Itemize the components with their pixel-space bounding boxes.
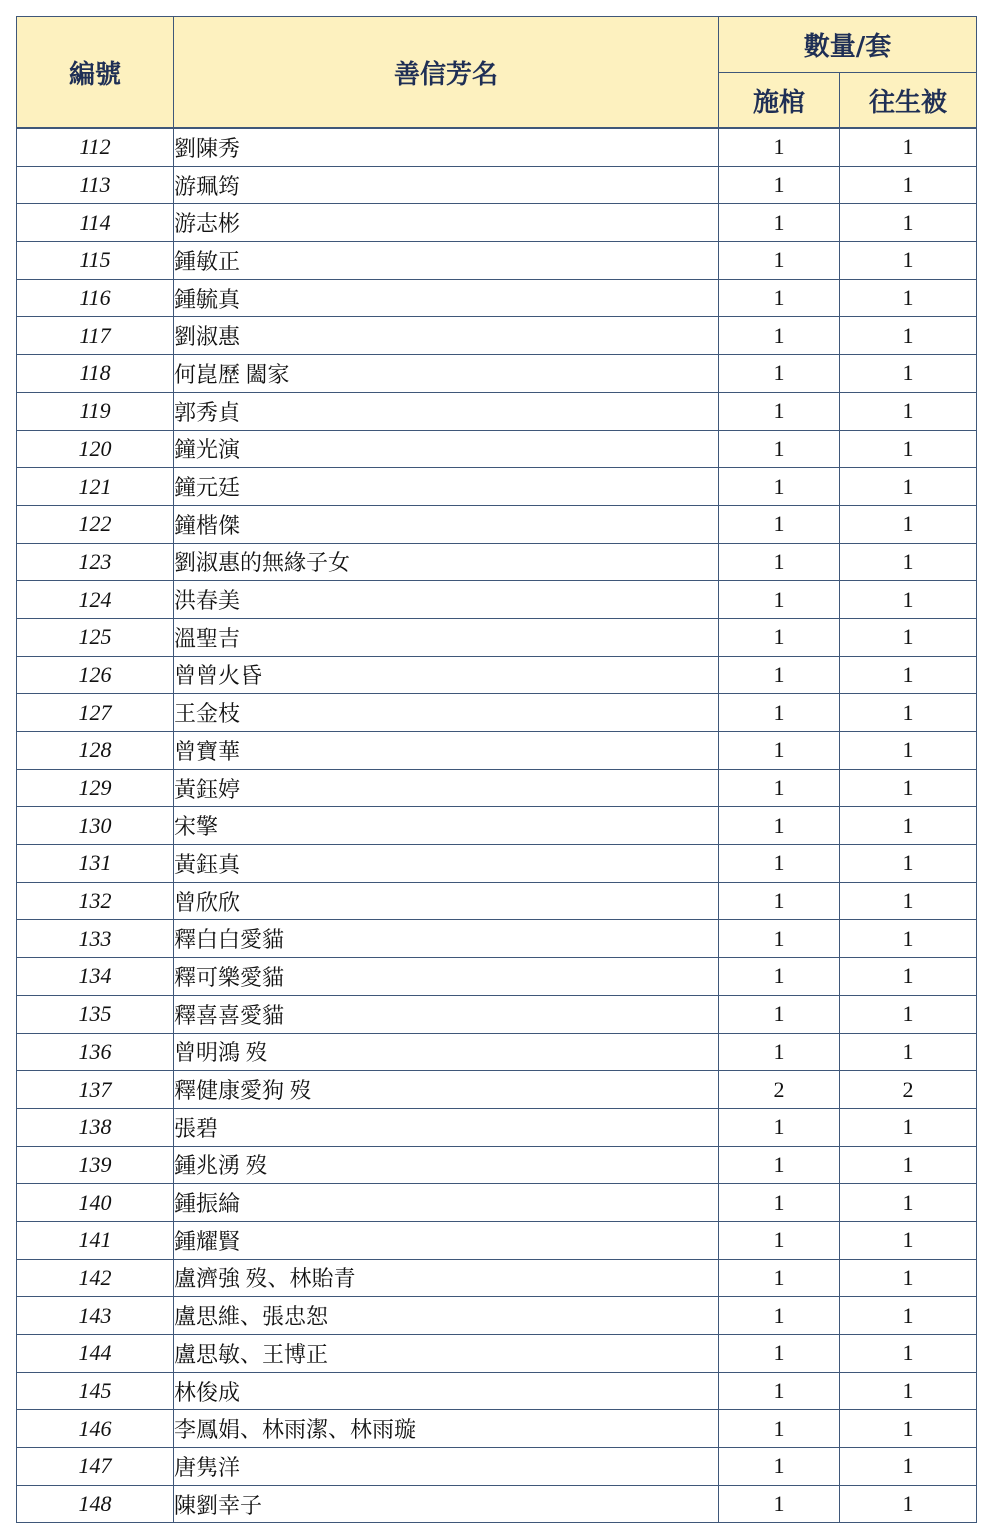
- table-row: [17, 618, 977, 656]
- row-quilt-qty: 1: [840, 128, 977, 166]
- row-donor-name: 釋健康愛狗 歿: [174, 1071, 719, 1109]
- row-donor-name: 宋擎: [174, 807, 719, 845]
- row-number: 138: [17, 1108, 174, 1146]
- header-quantity-group: 數量/套: [719, 17, 977, 73]
- row-coffin-qty: 1: [719, 1108, 840, 1146]
- table-row: [17, 656, 977, 694]
- row-donor-name: 張碧: [174, 1108, 719, 1146]
- row-coffin-qty: 1: [719, 1448, 840, 1486]
- header-quilt: 往生被: [840, 73, 977, 129]
- row-donor-name: 黃鈺婷: [174, 769, 719, 807]
- row-coffin-qty: 1: [719, 204, 840, 242]
- table-row: [17, 769, 977, 807]
- table-row: [17, 1448, 977, 1486]
- row-coffin-qty: 1: [719, 543, 840, 581]
- row-quilt-qty: 1: [840, 468, 977, 506]
- row-number: 119: [17, 392, 174, 430]
- row-number: 134: [17, 958, 174, 996]
- row-number: 140: [17, 1184, 174, 1222]
- row-quilt-qty: 1: [840, 694, 977, 732]
- table-header: [17, 17, 977, 129]
- row-number: 139: [17, 1146, 174, 1184]
- row-quilt-qty: 2: [840, 1071, 977, 1109]
- table-row: [17, 882, 977, 920]
- row-quilt-qty: 1: [840, 1146, 977, 1184]
- row-donor-name: 釋喜喜愛貓: [174, 995, 719, 1033]
- table-row: [17, 355, 977, 393]
- donor-list-sheet: [16, 16, 976, 1523]
- row-number: 116: [17, 279, 174, 317]
- row-number: 127: [17, 694, 174, 732]
- row-number: 136: [17, 1033, 174, 1071]
- row-coffin-qty: 1: [719, 1297, 840, 1335]
- row-coffin-qty: 1: [719, 1184, 840, 1222]
- row-quilt-qty: 1: [840, 430, 977, 468]
- row-donor-name: 郭秀貞: [174, 392, 719, 430]
- row-quilt-qty: 1: [840, 732, 977, 770]
- header-donor-name: 善信芳名: [174, 17, 719, 129]
- row-number: 137: [17, 1071, 174, 1109]
- row-number: 113: [17, 166, 174, 204]
- row-coffin-qty: 1: [719, 468, 840, 506]
- row-coffin-qty: 1: [719, 882, 840, 920]
- row-coffin-qty: 1: [719, 769, 840, 807]
- table-row: [17, 317, 977, 355]
- table-row: [17, 1184, 977, 1222]
- header-number: 編號: [17, 17, 174, 129]
- row-number: 115: [17, 242, 174, 280]
- table-row: [17, 995, 977, 1033]
- row-number: 124: [17, 581, 174, 619]
- row-coffin-qty: 1: [719, 355, 840, 393]
- row-donor-name: 釋白白愛貓: [174, 920, 719, 958]
- row-quilt-qty: 1: [840, 1259, 977, 1297]
- row-coffin-qty: 1: [719, 317, 840, 355]
- row-quilt-qty: 1: [840, 166, 977, 204]
- table-body: [17, 128, 977, 1523]
- row-donor-name: 鐘楷傑: [174, 505, 719, 543]
- row-quilt-qty: 1: [840, 581, 977, 619]
- row-donor-name: 曾明鴻 歿: [174, 1033, 719, 1071]
- row-coffin-qty: 1: [719, 279, 840, 317]
- table-row: [17, 920, 977, 958]
- row-coffin-qty: 1: [719, 618, 840, 656]
- row-number: 123: [17, 543, 174, 581]
- row-donor-name: 曾曾火昏: [174, 656, 719, 694]
- row-coffin-qty: 1: [719, 1372, 840, 1410]
- row-number: 145: [17, 1372, 174, 1410]
- table-row: [17, 807, 977, 845]
- donor-table: [16, 16, 977, 1523]
- row-coffin-qty: 1: [719, 1335, 840, 1373]
- row-quilt-qty: 1: [840, 392, 977, 430]
- row-coffin-qty: 1: [719, 995, 840, 1033]
- table-row: [17, 204, 977, 242]
- table-row: [17, 1335, 977, 1373]
- row-number: 131: [17, 845, 174, 883]
- row-number: 117: [17, 317, 174, 355]
- row-quilt-qty: 1: [840, 242, 977, 280]
- row-coffin-qty: 1: [719, 845, 840, 883]
- table-row: [17, 1221, 977, 1259]
- row-number: 144: [17, 1335, 174, 1373]
- table-row: [17, 1372, 977, 1410]
- row-donor-name: 盧思敏、王博正: [174, 1335, 719, 1373]
- row-coffin-qty: 1: [719, 920, 840, 958]
- table-row: [17, 1410, 977, 1448]
- row-number: 112: [17, 128, 174, 166]
- row-quilt-qty: 1: [840, 543, 977, 581]
- row-donor-name: 盧思維、張忠恕: [174, 1297, 719, 1335]
- row-donor-name: 鐘光演: [174, 430, 719, 468]
- table-row: [17, 694, 977, 732]
- table-row: [17, 505, 977, 543]
- row-donor-name: 王金枝: [174, 694, 719, 732]
- row-donor-name: 游志彬: [174, 204, 719, 242]
- row-number: 148: [17, 1485, 174, 1523]
- row-number: 132: [17, 882, 174, 920]
- row-number: 114: [17, 204, 174, 242]
- row-coffin-qty: 1: [719, 807, 840, 845]
- row-coffin-qty: 2: [719, 1071, 840, 1109]
- table-row: [17, 279, 977, 317]
- row-number: 128: [17, 732, 174, 770]
- table-row: [17, 430, 977, 468]
- row-donor-name: 游珮筠: [174, 166, 719, 204]
- row-number: 120: [17, 430, 174, 468]
- row-number: 118: [17, 355, 174, 393]
- row-quilt-qty: 1: [840, 1297, 977, 1335]
- table-row: [17, 242, 977, 280]
- row-quilt-qty: 1: [840, 355, 977, 393]
- row-donor-name: 盧濟強 歿、林貽青: [174, 1259, 719, 1297]
- row-quilt-qty: 1: [840, 769, 977, 807]
- row-quilt-qty: 1: [840, 505, 977, 543]
- table-row: [17, 128, 977, 166]
- table-row: [17, 392, 977, 430]
- row-quilt-qty: 1: [840, 1448, 977, 1486]
- row-number: 147: [17, 1448, 174, 1486]
- row-number: 125: [17, 618, 174, 656]
- row-coffin-qty: 1: [719, 1259, 840, 1297]
- row-number: 143: [17, 1297, 174, 1335]
- row-donor-name: 林俊成: [174, 1372, 719, 1410]
- row-donor-name: 李鳳娟、林雨潔、林雨璇: [174, 1410, 719, 1448]
- row-donor-name: 陳劉幸子: [174, 1485, 719, 1523]
- row-donor-name: 鍾敏正: [174, 242, 719, 280]
- row-quilt-qty: 1: [840, 845, 977, 883]
- header-coffin: 施棺: [719, 73, 840, 129]
- row-donor-name: 溫聖吉: [174, 618, 719, 656]
- table-row: [17, 468, 977, 506]
- row-quilt-qty: 1: [840, 656, 977, 694]
- row-quilt-qty: 1: [840, 1033, 977, 1071]
- table-row: [17, 1259, 977, 1297]
- row-number: 133: [17, 920, 174, 958]
- row-quilt-qty: 1: [840, 317, 977, 355]
- table-row: [17, 581, 977, 619]
- row-donor-name: 黃鈺真: [174, 845, 719, 883]
- table-row: [17, 1033, 977, 1071]
- table-row: [17, 543, 977, 581]
- row-number: 129: [17, 769, 174, 807]
- row-number: 142: [17, 1259, 174, 1297]
- row-quilt-qty: 1: [840, 618, 977, 656]
- table-row: [17, 1108, 977, 1146]
- table-row: [17, 1146, 977, 1184]
- row-number: 135: [17, 995, 174, 1033]
- table-row: [17, 1071, 977, 1109]
- row-donor-name: 鍾兆湧 歿: [174, 1146, 719, 1184]
- row-number: 130: [17, 807, 174, 845]
- row-donor-name: 鍾耀賢: [174, 1221, 719, 1259]
- row-donor-name: 曾欣欣: [174, 882, 719, 920]
- row-coffin-qty: 1: [719, 1033, 840, 1071]
- row-donor-name: 鍾振綸: [174, 1184, 719, 1222]
- row-donor-name: 劉淑惠: [174, 317, 719, 355]
- row-quilt-qty: 1: [840, 204, 977, 242]
- row-donor-name: 何崑歷 闔家: [174, 355, 719, 393]
- row-quilt-qty: 1: [840, 1108, 977, 1146]
- row-coffin-qty: 1: [719, 1410, 840, 1448]
- row-coffin-qty: 1: [719, 958, 840, 996]
- row-coffin-qty: 1: [719, 694, 840, 732]
- row-quilt-qty: 1: [840, 1372, 977, 1410]
- row-donor-name: 曾寶華: [174, 732, 719, 770]
- row-quilt-qty: 1: [840, 995, 977, 1033]
- table-row: [17, 1485, 977, 1523]
- row-quilt-qty: 1: [840, 882, 977, 920]
- row-donor-name: 劉淑惠的無緣子女: [174, 543, 719, 581]
- row-quilt-qty: 1: [840, 1184, 977, 1222]
- row-donor-name: 唐隽洋: [174, 1448, 719, 1486]
- row-quilt-qty: 1: [840, 1335, 977, 1373]
- row-quilt-qty: 1: [840, 920, 977, 958]
- row-quilt-qty: 1: [840, 958, 977, 996]
- row-number: 126: [17, 656, 174, 694]
- row-coffin-qty: 1: [719, 1485, 840, 1523]
- row-donor-name: 鍾毓真: [174, 279, 719, 317]
- row-donor-name: 劉陳秀: [174, 128, 719, 166]
- row-number: 122: [17, 505, 174, 543]
- row-number: 121: [17, 468, 174, 506]
- row-coffin-qty: 1: [719, 128, 840, 166]
- row-coffin-qty: 1: [719, 656, 840, 694]
- table-row: [17, 166, 977, 204]
- table-row: [17, 1297, 977, 1335]
- row-coffin-qty: 1: [719, 1221, 840, 1259]
- row-coffin-qty: 1: [719, 392, 840, 430]
- table-row: [17, 845, 977, 883]
- row-donor-name: 洪春美: [174, 581, 719, 619]
- row-quilt-qty: 1: [840, 807, 977, 845]
- row-donor-name: 鐘元廷: [174, 468, 719, 506]
- row-coffin-qty: 1: [719, 1146, 840, 1184]
- row-quilt-qty: 1: [840, 1221, 977, 1259]
- row-donor-name: 釋可樂愛貓: [174, 958, 719, 996]
- row-quilt-qty: 1: [840, 1410, 977, 1448]
- row-coffin-qty: 1: [719, 505, 840, 543]
- table-row: [17, 958, 977, 996]
- row-coffin-qty: 1: [719, 581, 840, 619]
- row-number: 146: [17, 1410, 174, 1448]
- row-quilt-qty: 1: [840, 1485, 977, 1523]
- row-quilt-qty: 1: [840, 279, 977, 317]
- row-coffin-qty: 1: [719, 166, 840, 204]
- table-row: [17, 732, 977, 770]
- row-number: 141: [17, 1221, 174, 1259]
- row-coffin-qty: 1: [719, 242, 840, 280]
- row-coffin-qty: 1: [719, 430, 840, 468]
- row-coffin-qty: 1: [719, 732, 840, 770]
